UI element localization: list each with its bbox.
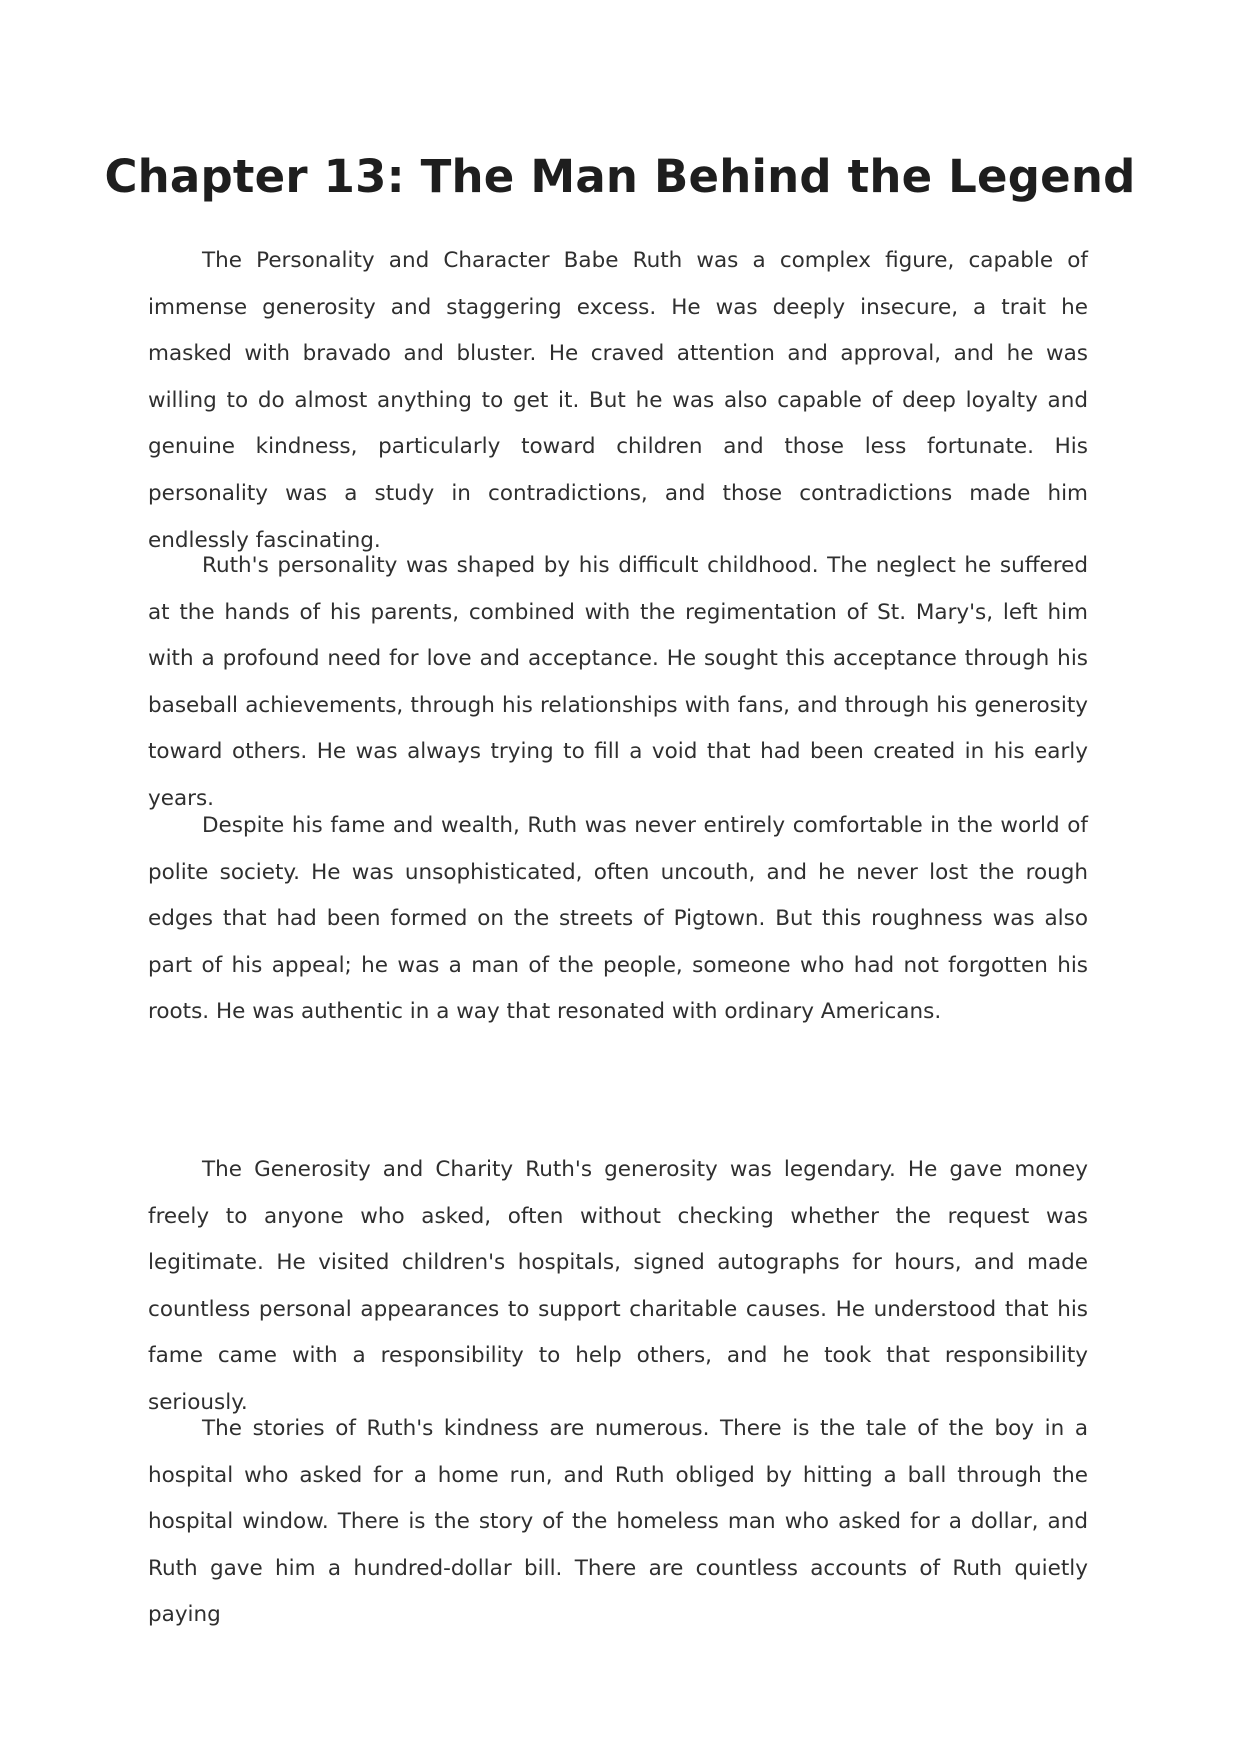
chapter-title: Chapter 13: The Man Behind the Legend [104, 150, 1136, 203]
paragraph-generosity: The Generosity and Charity Ruth's generosity was legendary. He gave money freely to anyone who asked, often without checking whether the request was legitimate. He visited children's hospitals, signed autographs for hours, and made countless personal appearances to support charitable causes. He understood that his fame came with a responsibility to help others, and he took that responsibility seriously. [148, 1157, 1088, 1415]
paragraph-personality: The Personality and Character Babe Ruth was a complex figure, capable of immense generosity and staggering excess. He was deeply insecure, a trait he masked with bravado and bluster. He craved attention and approval, and he was willing to do almost anything to get it. But he was also capable of deep loyalty and genuine kindness, particularly toward children and those less fortunate. His personality was a study in contradictions, and those contradictions made him endlessly fascinating. [148, 248, 1088, 553]
paragraph-society: Despite his fame and wealth, Ruth was never entirely comfortable in the world of polite society. He was unsophisticated, often uncouth, and he never lost the rough edges that had been formed on the streets of Pigtown. But this roughness was also part of his appeal; he was a man of the people, someone who had not forgotten his roots. He was authentic in a way that resonated with ordinary Americans. [148, 813, 1088, 1025]
document-page [104, 0, 1136, 1754]
paragraph-childhood: Ruth's personality was shaped by his difficult childhood. The neglect he suffered at the hands of his parents, combined with the regimentation of St. Mary's, left him with a profound need for love and acceptance. He sought this acceptance through his baseball achievements, through his relationships with fans, and through his generosity toward others. He was always trying to fill a void that had been created in his early years. [148, 553, 1088, 811]
paragraph-kindness: The stories of Ruth's kindness are numerous. There is the tale of the boy in a hospital who asked for a home run, and Ruth obliged by hitting a ball through the hospital window. There is the story of the homeless man who asked for a dollar, and Ruth gave him a hundred-dollar bill. There are countless accounts of Ruth quietly paying [148, 1416, 1088, 1628]
